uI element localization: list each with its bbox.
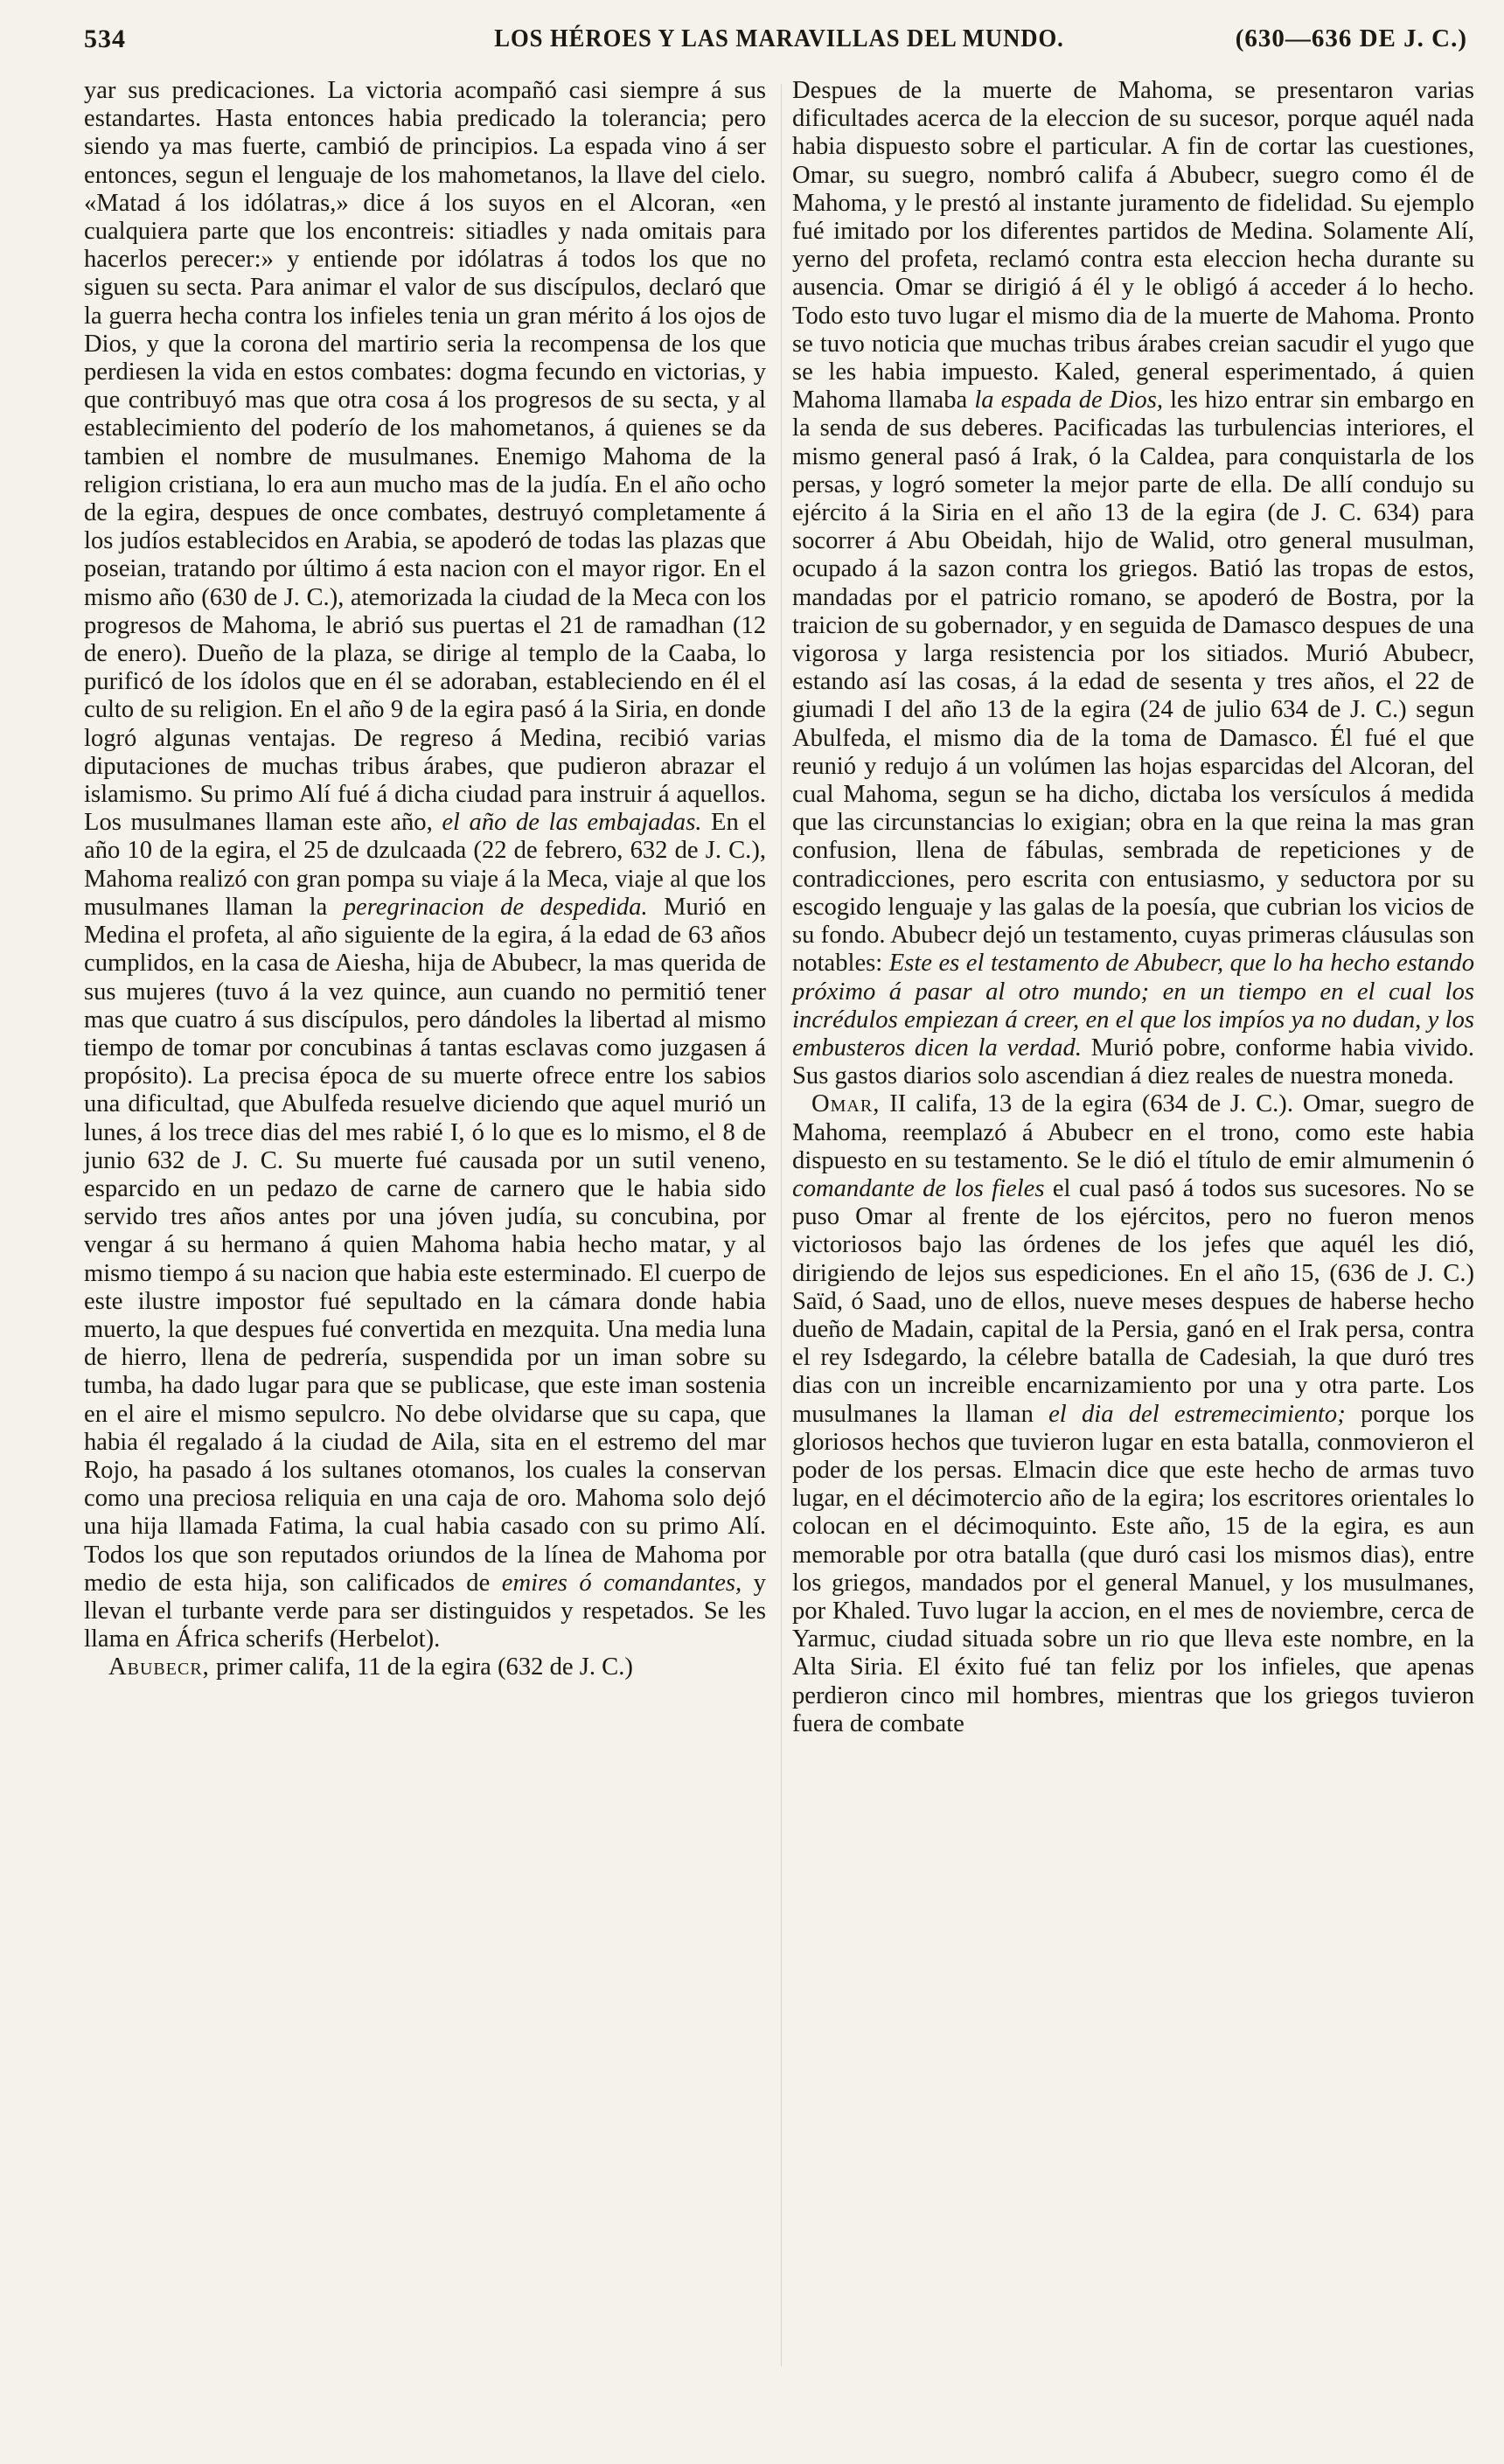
- column-divider: [781, 84, 782, 2366]
- text-run: yar sus predicaciones. La victoria acompañó casi siempre á sus estandartes. Hasta entonces habia predicado la tolerancia; pero siendo ya mas fuerte, cambió de principios. La espada vino á ser entonces, segun el lenguaje de los mahometanos, la llave del cielo. «Matad á los idólatras,» dice á los suyos en el Alcoran, «en cualquiera parte que los encontreis: sitiadles y nada omitais para hacerlos perecer:» y entiende por idólatras á todos los que no siguen su secta. Para animar el valor de sus discípulos, declaró que la guerra hecha contra los infieles tenia un gran mérito á los ojos de Dios, y que la corona del martirio seria la recompensa de los que perdiesen la vida en estos combates: dogma fecundo en victorias, y que contribuyó mas que otra cosa á los progresos de su secta, y al establecimiento del poderío de los mahometanos, á quienes se da tambien el nombre de musulmanes. Enemigo Mahoma de la religion cristiana, lo era aun mucho mas de la judía. En el año ocho de la egira, despues de once combates, destruyó completamente á los judíos establecidos en Arabia, se apoderó de todas las plazas que poseian, tratando por último á esta nacion con el mayor rigor. En el mismo año (630 de J. C.), atemorizada la ciudad de la Meca con los progresos de Mahoma, le abrió sus puertas el 21 de ramadhan (12 de enero). Dueño de la plaza, se dirige al templo de la Caaba, lo purificó de los ídolos que en él se adoraban, estableciendo en él el culto de su religion. En el año 9 de la egira pasó á la Siria, en donde logró algunas ventajas. De regreso á Medina, recibió varias diputaciones de muchas tribus árabes, que pudieron abrazar el islamismo. Su primo Alí fué á dicha ciudad para instruir á aquellos. Los musulmanes llaman este año,: [84, 77, 766, 837]
- section-name: Abubecr,: [108, 1653, 210, 1681]
- section-heading-abubecr: [84, 1653, 766, 1681]
- text-run: el cual pasó á todos sus sucesores. No se puso Omar al frente de los ejércitos, pero no fueron menos victoriosos bajo las órdenes de los jefes que aquél les dió, dirigiendo de lejos sus espediciones. En el año 15, (636 de J. C.) Saïd, ó Saad, uno de ellos, nueve meses despues de haberse hecho dueño de Madain, capital de la Persia, ganó en el Irak persa, contra el rey Isdegardo, la célebre batalla de Cadesiah, la que duró tres dias con un increible encarnizamiento por una y otra parte. Los musulmanes la llaman: [792, 1174, 1474, 1428]
- right-column: [792, 77, 1474, 1738]
- running-title: LOS HÉROES Y LAS MARAVILLAS DEL MUNDO.: [494, 24, 1064, 52]
- text-run: En el año 10 de la egira, el 25 de dzulcaada (22 de febrero, 632 de J. C.), Mahoma realizó con gran pompa su viaje á la Meca, viaje al que los musulmanes llaman la: [84, 809, 766, 921]
- running-header: [84, 24, 1474, 65]
- text-run: II califa, 13 de la egira (634 de J. C.). Omar, suegro de Mahoma, reemplazó á Abubecr en el trono, como este habia dispuesto en su testamento. Se le dió el título de emir almumenin ó: [792, 1090, 1474, 1174]
- italic-run: Este es el testamento de Abubecr, que lo ha hecho estando próximo á pasar al otro mundo; en un tiempo en el cual los incrédulos empiezan á creer, en el que los impíos ya no dudan, y los embusteros dicen la verdad.: [792, 950, 1474, 1061]
- text-run: Murió pobre, conforme habia vivido. Sus gastos diarios solo ascendian á diez reales de nuestra moneda.: [792, 1034, 1474, 1090]
- paragraph-mahoma-conquests: [84, 77, 766, 1653]
- text-run: Murió en Medina el profeta, al año siguiente de la egira, á la edad de 63 años cumplidos, en la casa de Aiesha, hija de Abubecr, la mas querida de sus mujeres (tuvo á la vez quince, aun cuando no permitió tener mas que cuatro á sus discípulos, pero dándoles la libertad al mismo tiempo de tomar por concubinas á tantas esclavas como juzgasen á propósito). La precisa época de su muerte ofrece entre los sabios una dificultad, que Abulfeda resuelve diciendo que aquel murió un lunes, á los trece dias del mes rabié I, ó lo que es lo mismo, el 8 de junio 632 de J. C. Su muerte fué causada por un sutil veneno, esparcido en un pedazo de carne de carnero que le habia sido servido tres años antes por una jóven judía, su concubina, por vengar á su hermano á quien Mahoma habia hecho matar, y al mismo tiempo á su nacion que habia este esterminado. El cuerpo de este ilustre impostor fué sepultado en la cámara donde habia muerto, la que despues fué convertida en mezquita. Una media luna de hierro, llena de pedrería, suspendida por un iman sobre su tumba, ha dado lugar para que se publicase, que este iman sostenia en el aire el mismo sepulcro. No debe olvidarse que su capa, que habia él regalado á la ciudad de Aila, sita en el estremo del mar Rojo, ha pasado á los sultanes otomanos, los cuales la conservan como una preciosa reliquia en una caja de oro. Mahoma solo dejó una hija llamada Fatima, la cual habia casado con su primo Alí. Todos los que son reputados oriundos de la línea de Mahoma por medio de esta hija, son calificados de: [84, 893, 767, 1597]
- italic-run: emires ó comandantes,: [501, 1569, 742, 1597]
- page-number: 534: [84, 24, 126, 53]
- italic-run: comandante de los fieles: [792, 1174, 1045, 1202]
- section-subtitle: primer califa, 11 de la egira (632 de J. C.): [215, 1653, 633, 1681]
- italic-run: la espada de Dios,: [974, 386, 1163, 414]
- text-run: y llevan el turbante verde para ser distinguidos y respetados. Se les llama en África scherifs (Herbelot).: [84, 1569, 766, 1653]
- left-column: [84, 77, 766, 1682]
- paragraph-abubecr: [792, 77, 1474, 1090]
- italic-run: el dia del estremecimiento;: [1048, 1400, 1346, 1428]
- date-range: (630—636 DE J. C.): [1235, 24, 1467, 52]
- text-run: les hizo entrar sin embargo en la senda de sus deberes. Pacificadas las turbulencias interiores, el mismo general pasó á Irak, ó la Caldea, para conquistarla de los persas, y logró someter la mejor parte de ella. De allí condujo su ejército á la Siria en el año 13 de la egira (de J. C. 634) para socorrer á Abu Obeidah, hijo de Walid, otro general musulman, ocupado á la sazon contra los griegos. Batió las tropas de estos, mandadas por el patricio romano, se apoderó de Bostra, por la traicion de su gobernador, y en seguida de Damasco despues de una vigorosa y larga resistencia por los sitiados. Murió Abubecr, estando así las cosas, á la edad de sesenta y tres años, el 22 de giumadi I del año 13 de la egira (24 de julio 634 de J. C.) segun Abulfeda, el mismo dia de la toma de Damasco. Él fué el que reunió y redujo á un volúmen las hojas esparcidas del Alcoran, del cual Mahoma, segun se ha dicho, dictaba los versículos á medida que las circunstancias lo exigian; obra en la que reina la mas gran confusion, llena de fábulas, sembrada de repeticiones y de contradicciones, pero escrita con entusiasmo, y seductora por su escogido lenguaje y las galas de la poesía, que cubrian los vicios de su fondo. Abubecr dejó un testamento, cuyas primeras cláusulas son notables:: [792, 386, 1475, 978]
- italic-run: el año de las embajadas.: [442, 809, 702, 837]
- text-run: porque los gloriosos hechos que tuvieron lugar en esta batalla, conmovieron el poder de los persas. Elmacin dice que este hecho de armas tuvo lugar, en el décimotercio año de la egira; los escritores orientales lo colocan en el décimoquinto. Este año, 15 de la egira, es aun memorable por otra batalla (que duró casi los mismos dias), entre los griegos, mandados por el general Manuel, y los musulmanes, por Khaled. Tuvo lugar la accion, en el mes de noviembre, cerca de Yarmuc, ciudad situada sobre un rio que lleva este nombre, en la Alta Siria. El éxito fué tan feliz por los infieles, que apenas perdieron cinco mil hombres, mientras que los griegos tuvieron fuera de combate: [792, 1400, 1474, 1737]
- section-name: Omar,: [811, 1090, 881, 1118]
- text-run: Despues de la muerte de Mahoma, se presentaron varias dificultades acerca de la eleccion de su sucesor, porque aquél nada habia dispuesto sobre el particular. A fin de cortar las cuestiones, Omar, su suegro, nombró califa á Abubecr, suegro como él de Mahoma, y le prestó al instante juramento de fidelidad. Su ejemplo fué imitado por los diferentes partidos de Medina. Solamente Alí, yerno del profeta, reclamó contra esta eleccion hecha durante su ausencia. Omar se dirigió á él y le obligó á acceder á lo hecho. Todo esto tuvo lugar el mismo dia de la muerte de Mahoma. Pronto se tuvo noticia que muchas tribus árabes creian sacudir el yugo que se les habia impuesto. Kaled, general esperimentado, á quien Mahoma llamaba: [792, 77, 1474, 414]
- italic-run: peregrinacion de despedida.: [343, 893, 648, 921]
- paragraph-omar: [792, 1090, 1474, 1738]
